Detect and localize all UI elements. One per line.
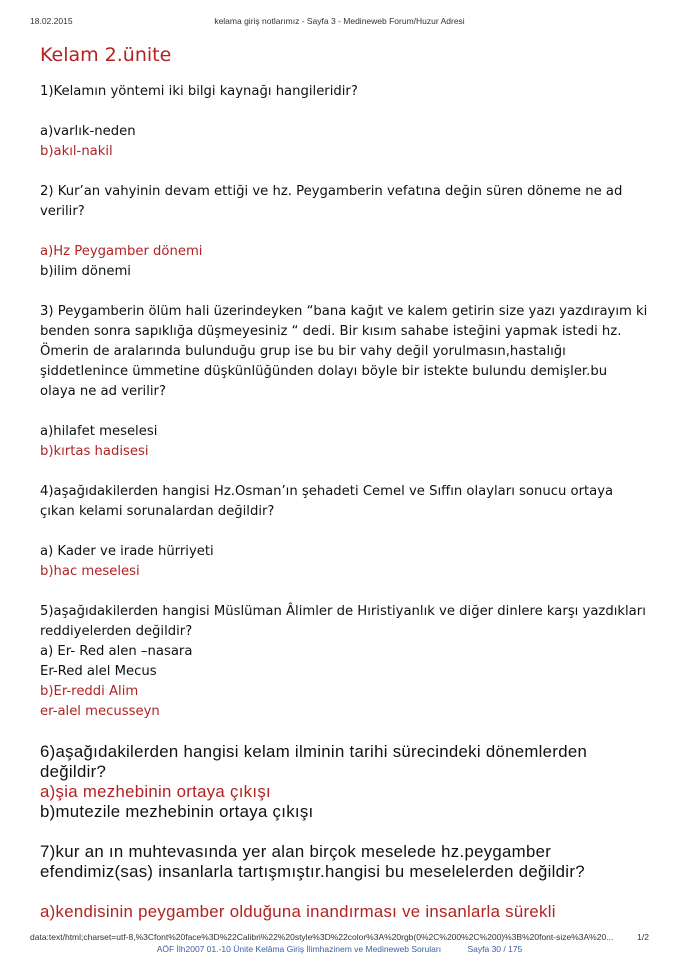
question-text: çıkan kelami sorunalardan değildir?	[40, 504, 275, 519]
footer-sheet-number: Sayfa 30 / 175	[467, 944, 523, 954]
page-number: 1/2	[637, 932, 649, 942]
option-b-answer-cont: er-alel mecusseyn	[40, 704, 160, 719]
question-text: olaya ne ad verilir?	[40, 384, 166, 399]
option-a-answer: a)Hz Peygamber dönemi	[40, 244, 203, 259]
question-7	[40, 842, 650, 882]
document-body	[40, 38, 650, 922]
question-text: Ömerin de aralarında bulunduğu grup ise bu bir vahy değil yorulmasın,hastalığı	[40, 344, 566, 359]
question-5	[40, 602, 650, 722]
question-3	[40, 302, 650, 402]
question-text: 1)Kelamın yöntemi iki bilgi kaynağı hangileridir?	[40, 84, 358, 99]
question-text: 3) Peygamberin ölüm hali üzerindeyken “bana kağıt ve kalem getirin size yazı yazdırayım ki	[40, 304, 648, 319]
question-text: 4)aşağıdakilerden hangisi Hz.Osman’ın şehadeti Cemel ve Sıffın olayları sonucu ortaya	[40, 484, 614, 499]
question-text: 2) Kur’an vahyinin devam ettiği ve hz. Peygamberin vefatına değin süren döneme ne ad	[40, 184, 623, 199]
option-a: a)hilafet meselesi	[40, 424, 158, 439]
question-6	[40, 742, 650, 822]
question-1-options	[40, 122, 650, 162]
print-header	[0, 16, 679, 30]
question-2	[40, 182, 650, 222]
option-b-answer: b)hac meselesi	[40, 564, 140, 579]
question-4-options	[40, 542, 650, 582]
footer-note	[0, 944, 679, 954]
unit-heading: Kelam 2.ünite	[40, 44, 172, 66]
question-3-options	[40, 422, 650, 462]
footer-note-title: AÖF İlh2007 01.-10 Ünite Kelâma Giriş İlimhazinem ve Medineweb Soruları	[156, 944, 442, 954]
question-text: 6)aşağıdakilerden hangisi kelam ilminin tarihi sürecindeki dönemlerden	[40, 742, 588, 761]
print-date: 18.02.2015	[30, 16, 73, 26]
option-a-answer: a)şia mezhebinin ortaya çıkışı	[40, 782, 271, 801]
option-a: a) Kader ve irade hürriyeti	[40, 544, 214, 559]
question-text: benden sonra sapıklığa düşmeyesiniz “ dedi. Bir kısım sahabe isteğini yapmak istedi hz.	[40, 324, 622, 339]
question-4	[40, 482, 650, 522]
print-title: kelama giriş notlarımız - Sayfa 3 - Medineweb Forum/Huzur Adresi	[214, 16, 465, 26]
question-text: reddiyelerden değildir?	[40, 624, 193, 639]
option-b: b)mutezile mezhebinin ortaya çıkışı	[40, 802, 314, 821]
print-footer	[0, 932, 679, 962]
question-text: 7)kur an ın muhtevasında yer alan birçok meselede hz.peygamber	[40, 842, 552, 861]
option-b: b)ilim dönemi	[40, 264, 131, 279]
option-a-answer: a)kendisinin peygamber olduğuna inandırması ve insanlarla sürekli	[40, 902, 556, 921]
source-url: data:text/html;charset=utf-8,%3Cfont%20face%3D%22Calibri%22%20style%3D%22color%3A%20rgb(0%2C%200%2C%200)%3B%20font-size%3A%20...	[30, 932, 614, 942]
question-text: verilir?	[40, 204, 85, 219]
question-text: 5)aşağıdakilerden hangisi Müslüman Âlimler de Hıristiyanlık ve diğer dinlere karşı yazdıkları	[40, 604, 646, 619]
question-1	[40, 82, 650, 102]
question-text: değildir?	[40, 762, 107, 781]
option-b-answer: b)akıl-nakil	[40, 144, 113, 159]
option-a: a)varlık-neden	[40, 124, 136, 139]
question-7-options	[40, 902, 650, 922]
question-2-options	[40, 242, 650, 282]
question-text: efendimiz(sas) insanlarla tartışmıştır.hangisi bu meselelerden değildir?	[40, 862, 585, 881]
question-text: şiddetlenince ümmetine düşkünlüğünden dolayı böyle bir istekte bulundu demişler.bu	[40, 364, 608, 379]
option-a-cont: Er-Red alel Mecus	[40, 664, 157, 679]
option-a: a) Er- Red alen –nasara	[40, 644, 193, 659]
option-b-answer: b)Er-reddi Alim	[40, 684, 139, 699]
option-b-answer: b)kırtas hadisesi	[40, 444, 149, 459]
